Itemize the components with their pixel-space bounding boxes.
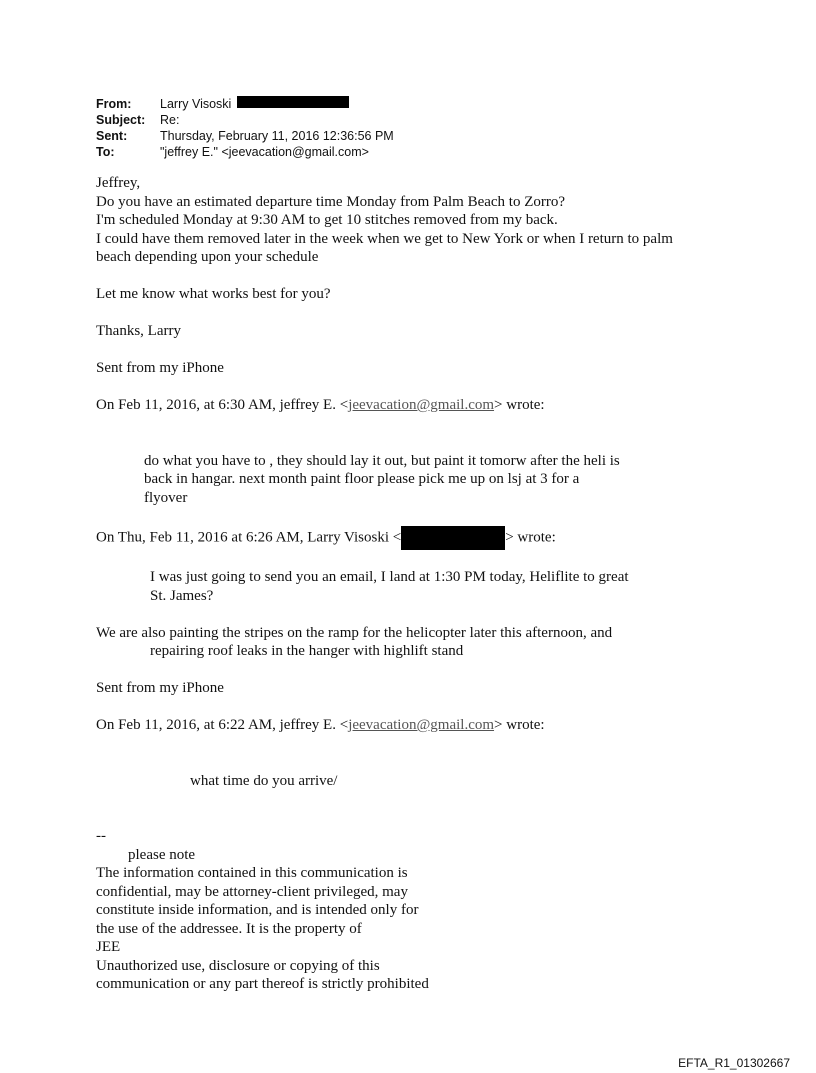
message-text: We are also painting the stripes on the ramp for the helicopter later this afternoon, and	[96, 624, 613, 641]
redaction-box	[401, 526, 505, 550]
email-link[interactable]: jeevacation@gmail.com	[348, 717, 495, 733]
sent-label: Sent:	[96, 129, 128, 143]
quote-header-text: On Thu, Feb 11, 2016 at 6:26 AM, Larry Visoski <	[96, 528, 402, 545]
email-header	[96, 96, 394, 160]
body-line: Do you have an estimated departure time Monday from Palm Beach to Zorro?	[96, 193, 566, 210]
signature-line: confidential, may be attorney-client privileged, may	[96, 883, 408, 900]
quote-header	[96, 716, 756, 735]
sent-from-line: Sent from my iPhone	[96, 360, 224, 376]
subject-label: Subject:	[96, 113, 146, 127]
message-line	[96, 624, 756, 661]
signature-note: please note	[128, 846, 196, 863]
reply-line: back in hangar. next month paint floor please pick me up on lsj at 3 for a	[144, 471, 580, 487]
to-label: To:	[96, 145, 115, 159]
body-line: I could have them removed later in the week when we get to New York or when I return to palm	[96, 230, 673, 247]
to-value: "jeffrey E." <jeevacation@gmail.com>	[160, 145, 369, 159]
signature-line: communication or any part thereof is strictly prohibited	[96, 976, 429, 992]
sent-value: Thursday, February 11, 2016 12:36:56 PM	[160, 129, 394, 143]
reply-line: flyover	[144, 489, 188, 506]
from-value: Larry Visoski	[160, 97, 232, 111]
signature-line: JEE	[96, 939, 121, 955]
quote-header-text: > wrote:	[494, 397, 545, 413]
quote-header-text: > wrote:	[494, 717, 545, 733]
signature-line: the use of the addressee. It is the property of	[96, 920, 362, 937]
sent-row	[96, 128, 394, 144]
document-id: EFTA_R1_01302667	[678, 1056, 790, 1070]
greeting: Jeffrey,	[96, 175, 141, 191]
from-row	[96, 96, 394, 112]
message-line: St. James?	[150, 587, 214, 604]
subject-value: Re:	[160, 113, 180, 127]
message-line: I was just going to send you an email, I land at 1:30 PM today, Heliflite to great	[150, 569, 629, 585]
email-body	[96, 174, 756, 994]
reply-line: what time do you arrive/	[190, 772, 338, 789]
body-line: beach depending upon your schedule	[96, 249, 319, 265]
body-line: I'm scheduled Monday at 9:30 AM to get 10 stitches removed from my back.	[96, 212, 558, 228]
sent-from-line: Sent from my iPhone	[96, 680, 224, 696]
signature-line: Unauthorized use, disclosure or copying of this	[96, 957, 380, 974]
signature-line: constitute inside information, and is intended only for	[96, 902, 419, 918]
quote-header-text: On Feb 11, 2016, at 6:22 AM, jeffrey E. <	[96, 717, 349, 733]
subject-row	[96, 112, 394, 128]
reply-line: do what you have to , they should lay it out, but paint it tomorw after the heli is	[144, 452, 620, 469]
email-link[interactable]: jeevacation@gmail.com	[348, 397, 495, 413]
signoff: Thanks, Larry	[96, 323, 181, 339]
quote-header	[96, 526, 756, 550]
quote-header-text: > wrote:	[505, 528, 556, 545]
message-text: repairing roof leaks in the hanger with highlift stand	[150, 643, 464, 659]
signature-dash: --	[96, 828, 106, 844]
redaction-box	[237, 96, 349, 108]
question-line: Let me know what works best for you?	[96, 286, 331, 302]
quote-header-text: On Feb 11, 2016, at 6:30 AM, jeffrey E. <	[96, 397, 349, 413]
to-row	[96, 144, 394, 160]
from-label: From:	[96, 97, 132, 111]
quote-header	[96, 396, 756, 415]
signature-line: The information contained in this communication is	[96, 865, 408, 881]
